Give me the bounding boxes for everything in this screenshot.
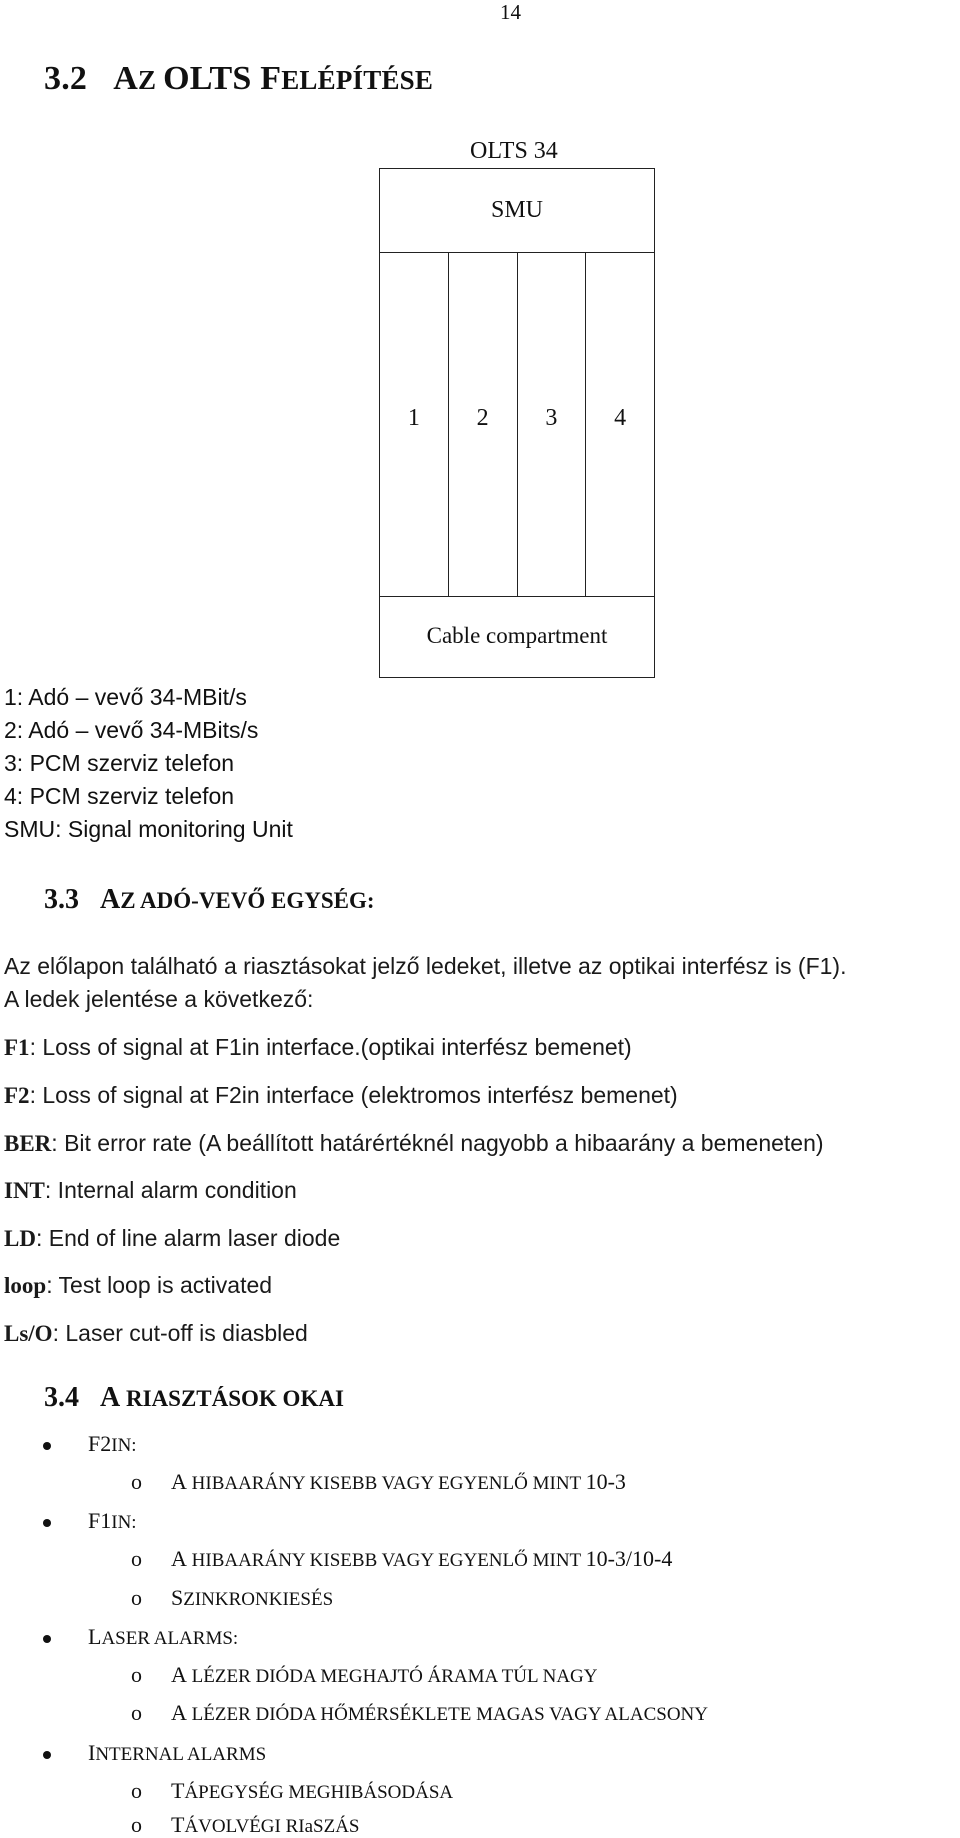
sub-rest: LÉZER DIÓDA HŐMÉRSÉKLETE MAGAS VAGY ALACSONY	[186, 1704, 708, 1725]
sub-tail: 10-3/10-4	[585, 1546, 673, 1571]
led-lso	[4, 1320, 308, 1347]
led-code: F2	[4, 1083, 30, 1108]
led-description: : Loss of signal at F1in interface.(optikai interfész bemenet)	[29, 1034, 632, 1060]
sub-lead: A	[171, 1546, 187, 1571]
section-number: 3.3	[44, 884, 79, 915]
title-lead: F	[260, 60, 282, 97]
bullet-lead: F2	[88, 1431, 112, 1456]
diagram-legend	[4, 681, 293, 846]
slot-1	[380, 253, 449, 596]
section-number: 3.4	[44, 1382, 79, 1413]
sub-tail: 10-3	[585, 1469, 626, 1494]
bullet-rest: IN:	[111, 1435, 137, 1456]
led-code: Ls/O	[4, 1321, 53, 1346]
bullet-icon	[43, 1519, 51, 1527]
slot-row	[380, 253, 654, 596]
circle-bullet-icon: o	[131, 1778, 142, 1803]
led-code: F1	[4, 1035, 30, 1060]
title-rest: ELÉPÍTÉSE	[281, 65, 434, 95]
circle-bullet-icon: o	[131, 1812, 142, 1837]
sub-rest: LÉZER DIÓDA MEGHAJTÓ ÁRAMA TÚL NAGY	[186, 1666, 598, 1687]
section-3-2-heading	[44, 60, 433, 98]
led-code: INT	[4, 1178, 45, 1203]
led-ld	[4, 1225, 340, 1252]
title-lead: A	[113, 60, 138, 97]
sub-lead: A	[171, 1700, 187, 1725]
slot-label: 1	[407, 405, 420, 431]
sub-lead: T	[171, 1812, 185, 1837]
diagram-title: OLTS 34	[470, 138, 558, 164]
section-title-rest: RIASZTÁSOK OKAI	[120, 1386, 344, 1411]
title-rest: Z	[137, 65, 164, 95]
led-description: : Internal alarm condition	[44, 1177, 297, 1203]
bullet-lead: I	[88, 1740, 96, 1765]
slot-2	[449, 253, 518, 596]
led-description: : Laser cut-off is diasbled	[52, 1320, 308, 1346]
cable-compartment-cell	[380, 596, 654, 677]
section-number: 3.2	[44, 60, 88, 97]
legend-item: 2: Adó – vevő 34-MBits/s	[4, 717, 259, 743]
led-f2	[4, 1082, 678, 1109]
sub-rest: ÁPEGYSÉG MEGHIBÁSODÁSA	[184, 1782, 454, 1803]
bullet-rest: ASER ALARMS:	[101, 1628, 239, 1649]
section-title	[113, 60, 433, 97]
bullet-lead: L	[88, 1624, 102, 1649]
bullet-lead: F1	[88, 1508, 112, 1533]
bullet-icon	[43, 1442, 51, 1450]
led-description: : End of line alarm laser diode	[35, 1225, 341, 1251]
section-title-lead: A	[100, 1382, 121, 1413]
olts-rack-diagram	[379, 168, 655, 678]
bullet-icon	[43, 1751, 51, 1759]
intro-line: Az előlapon található a riasztásokat jelző ledeket, illetve az optikai interfész is (F1).	[4, 953, 847, 979]
sub-lead: S	[171, 1585, 184, 1610]
intro-line: A ledek jelentése a következő:	[4, 986, 314, 1012]
led-int	[4, 1177, 297, 1204]
led-code: LD	[4, 1226, 36, 1251]
section-3-3-heading	[44, 884, 375, 916]
title-lead: OLTS	[163, 60, 261, 97]
sub-lead: T	[171, 1778, 185, 1803]
led-f1	[4, 1034, 632, 1061]
smu-cell	[380, 169, 654, 253]
legend-item: 4: PCM szerviz telefon	[4, 783, 235, 809]
led-code: loop	[4, 1273, 47, 1298]
legend-item: 3: PCM szerviz telefon	[4, 750, 235, 776]
slot-label: 3	[545, 405, 558, 431]
page-number: 14	[500, 0, 521, 24]
sub-rest: ÁVOLVÉGI RIaSZÁS	[184, 1816, 360, 1837]
slot-label: 2	[476, 405, 489, 431]
circle-bullet-icon: o	[131, 1585, 142, 1610]
sub-rest: HIBAARÁNY KISEBB VAGY EGYENLŐ MINT	[186, 1473, 586, 1494]
smu-label: SMU	[490, 197, 544, 223]
slot-label: 4	[614, 405, 627, 431]
bullet-icon	[43, 1635, 51, 1643]
bullet-rest: NTERNAL ALARMS	[95, 1744, 267, 1765]
sub-rest: ZINKRONKIESÉS	[183, 1589, 334, 1610]
cable-compartment-label: Cable compartment	[426, 623, 608, 648]
sub-lead: A	[171, 1469, 187, 1494]
circle-bullet-icon: o	[131, 1700, 142, 1725]
led-code: BER	[4, 1131, 52, 1156]
circle-bullet-icon: o	[131, 1469, 142, 1494]
led-description: : Test loop is activated	[46, 1272, 273, 1298]
bullet-rest: IN:	[111, 1512, 137, 1533]
circle-bullet-icon: o	[131, 1662, 142, 1687]
section-title-lead: A	[100, 884, 121, 915]
section-title-rest: Z ADÓ-VEVŐ EGYSÉG:	[120, 888, 375, 913]
section-3-4-heading	[44, 1382, 344, 1414]
led-description: : Bit error rate (A beállított határértéknél nagyobb a hibaarány a bemeneten)	[51, 1130, 824, 1156]
legend-item: 1: Adó – vevő 34-MBit/s	[4, 684, 247, 710]
legend-item: SMU: Signal monitoring Unit	[4, 816, 293, 842]
led-ber	[4, 1130, 824, 1157]
sub-lead: A	[171, 1662, 187, 1687]
led-loop	[4, 1272, 272, 1299]
circle-bullet-icon: o	[131, 1546, 142, 1571]
slot-3	[518, 253, 587, 596]
sub-rest: HIBAARÁNY KISEBB VAGY EGYENLŐ MINT	[186, 1550, 586, 1571]
slot-4	[586, 253, 654, 596]
led-description: : Loss of signal at F2in interface (elektromos interfész bemenet)	[29, 1082, 678, 1108]
